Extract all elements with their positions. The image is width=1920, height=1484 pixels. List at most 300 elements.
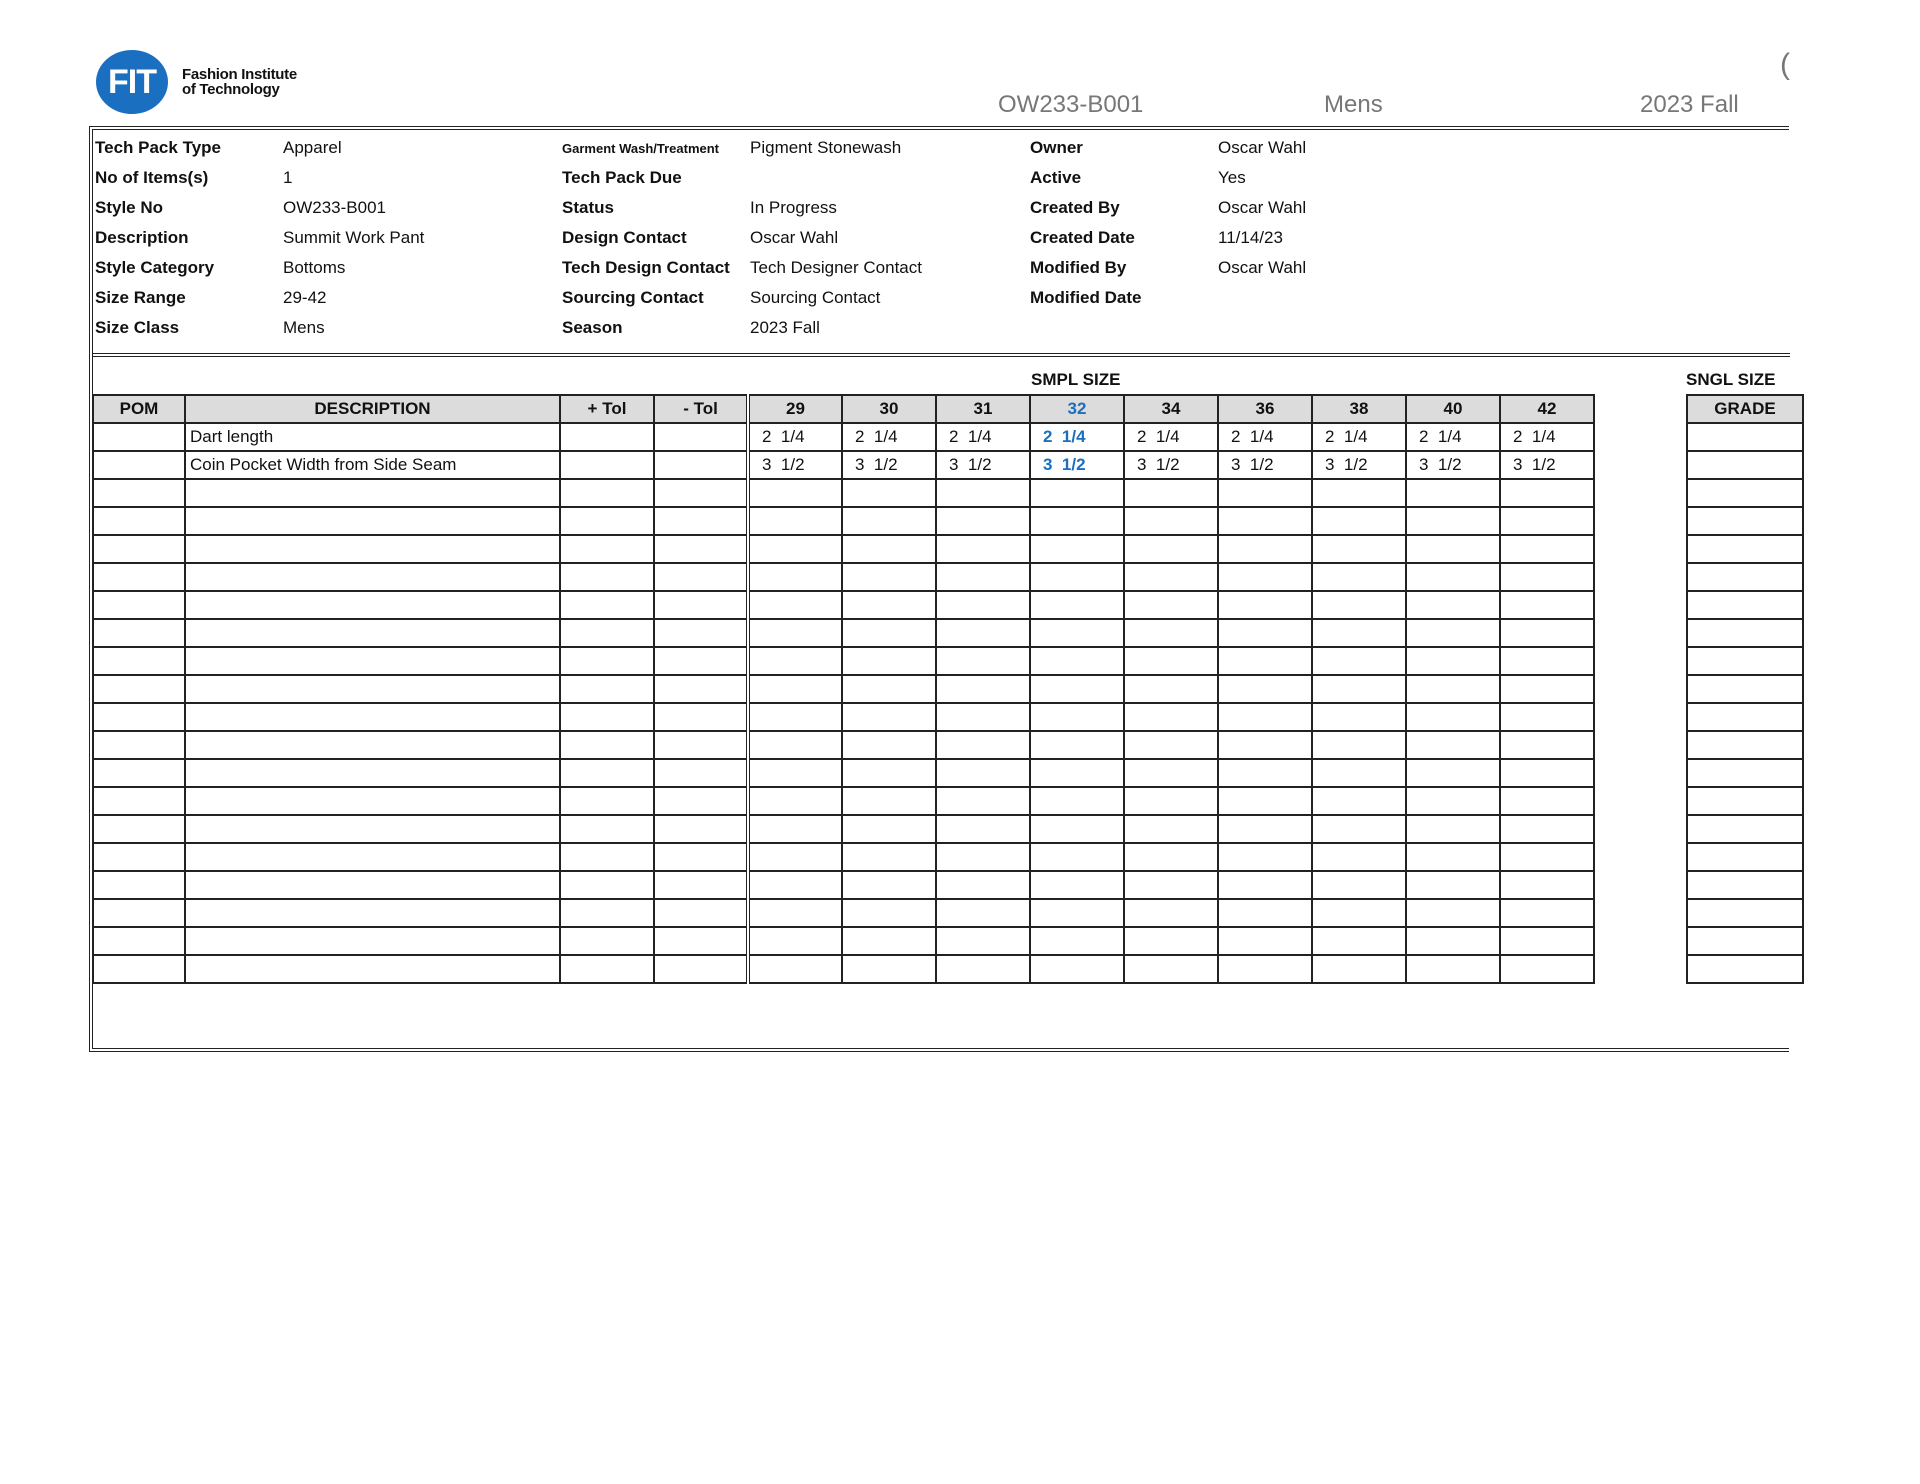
measurement-cell [936, 815, 1030, 843]
plus-tol-cell [560, 759, 654, 787]
grade-row [1687, 787, 1803, 815]
measurement-cell [936, 927, 1030, 955]
pom-cell [93, 815, 185, 843]
pom-cell [93, 507, 185, 535]
measurement-cell [1500, 731, 1594, 759]
measurement-cell [1124, 507, 1218, 535]
col-pom: POM [93, 395, 185, 423]
col-size: 38 [1312, 395, 1406, 423]
minus-tol-cell [654, 843, 748, 871]
measurement-cell [1218, 955, 1312, 983]
pom-cell [93, 871, 185, 899]
measurement-cell [936, 703, 1030, 731]
measurement-cell [1500, 479, 1594, 507]
spec-table [92, 394, 1595, 984]
grade-cell [1687, 703, 1803, 731]
info-value: Oscar Wahl [1218, 198, 1307, 217]
measurement-cell: 3 1/2 [842, 451, 936, 479]
spec-row [93, 647, 1594, 675]
info-value: Sourcing Contact [750, 288, 881, 307]
measurement-cell [936, 955, 1030, 983]
info-value: Oscar Wahl [1218, 258, 1307, 277]
measurement-cell: 3 1/2 [1124, 451, 1218, 479]
measurement-cell [1406, 507, 1500, 535]
measurement-cell [1500, 647, 1594, 675]
measurement-cell: 2 1/4 [842, 423, 936, 451]
measurement-cell [842, 871, 936, 899]
pom-cell [93, 759, 185, 787]
measurement-cell [1406, 591, 1500, 619]
measurement-cell [1030, 815, 1124, 843]
measurement-cell [748, 815, 842, 843]
plus-tol-cell [560, 423, 654, 451]
measurement-cell [842, 479, 936, 507]
measurement-cell: 3 1/2 [1218, 451, 1312, 479]
info-row [562, 167, 750, 197]
minus-tol-cell [654, 955, 748, 983]
minus-tol-cell [654, 507, 748, 535]
plus-tol-cell [560, 899, 654, 927]
info-row [95, 257, 345, 287]
info-label: Sourcing Contact [562, 288, 704, 307]
info-row [95, 317, 325, 347]
measurement-cell [1500, 535, 1594, 563]
info-value: Apparel [283, 138, 342, 157]
grade-row [1687, 871, 1803, 899]
measurement-cell [1124, 955, 1218, 983]
spec-row [93, 927, 1594, 955]
grade-cell [1687, 647, 1803, 675]
single-size-label: SNGL SIZE [1686, 370, 1776, 389]
grade-cell [1687, 675, 1803, 703]
grade-body [1687, 423, 1803, 983]
measurement-cell [842, 927, 936, 955]
measurement-cell [1312, 731, 1406, 759]
info-row [1030, 227, 1283, 257]
grade-row [1687, 479, 1803, 507]
measurement-cell [1218, 759, 1312, 787]
spec-row [93, 423, 1594, 451]
measurement-cell [1030, 899, 1124, 927]
minus-tol-cell [654, 899, 748, 927]
info-label: Size Class [95, 318, 180, 337]
grade-row [1687, 843, 1803, 871]
grade-cell [1687, 843, 1803, 871]
measurement-cell [1406, 703, 1500, 731]
measurement-cell [748, 899, 842, 927]
info-label: Created Date [1030, 228, 1135, 247]
col-size: 32 [1030, 395, 1124, 423]
info-value: OW233-B001 [283, 198, 386, 217]
info-row [1030, 137, 1306, 167]
measurement-cell [842, 619, 936, 647]
plus-tol-cell [560, 535, 654, 563]
header-corner-glyph: ( [1780, 48, 1790, 81]
col-size: 30 [842, 395, 936, 423]
measurement-cell [1312, 563, 1406, 591]
grade-row [1687, 955, 1803, 983]
info-label: Tech Pack Due [562, 168, 682, 187]
col-grade: GRADE [1687, 395, 1803, 423]
grade-cell [1687, 563, 1803, 591]
logo-line-1: Fashion Institute [182, 66, 297, 83]
pom-cell [93, 731, 185, 759]
description-cell [185, 619, 560, 647]
info-row [1030, 257, 1306, 287]
measurement-cell: 2 1/4 [1124, 423, 1218, 451]
measurement-cell [842, 759, 936, 787]
pom-cell [93, 535, 185, 563]
measurement-cell [1312, 787, 1406, 815]
spec-row [93, 843, 1594, 871]
info-row [95, 167, 292, 197]
measurement-cell [1030, 563, 1124, 591]
grade-row [1687, 927, 1803, 955]
measurement-cell [936, 759, 1030, 787]
description-cell [185, 927, 560, 955]
info-label: Created By [1030, 198, 1120, 217]
minus-tol-cell [654, 535, 748, 563]
spec-row [93, 871, 1594, 899]
info-label: Status [562, 198, 614, 217]
info-label: Owner [1030, 138, 1083, 157]
measurement-cell [1312, 815, 1406, 843]
minus-tol-cell [654, 451, 748, 479]
info-label: Design Contact [562, 228, 687, 247]
measurement-cell [1218, 675, 1312, 703]
grade-row [1687, 563, 1803, 591]
measurement-cell [1124, 591, 1218, 619]
minus-tol-cell [654, 927, 748, 955]
grade-table [1686, 394, 1804, 984]
description-cell [185, 675, 560, 703]
minus-tol-cell [654, 703, 748, 731]
measurement-cell [1124, 675, 1218, 703]
measurement-cell [936, 507, 1030, 535]
measurement-cell [1218, 619, 1312, 647]
description-cell [185, 647, 560, 675]
info-label: Modified By [1030, 258, 1127, 277]
measurement-cell [1030, 927, 1124, 955]
spec-row [93, 759, 1594, 787]
measurement-cell [748, 955, 842, 983]
measurement-cell [1312, 955, 1406, 983]
measurement-cell [936, 535, 1030, 563]
measurement-cell [1406, 815, 1500, 843]
measurement-cell [748, 871, 842, 899]
measurement-cell [1500, 619, 1594, 647]
description-cell [185, 507, 560, 535]
measurement-cell [1218, 871, 1312, 899]
measurement-cell [1124, 871, 1218, 899]
measurement-cell [1218, 479, 1312, 507]
description-cell [185, 535, 560, 563]
measurement-cell [1124, 815, 1218, 843]
spec-row [93, 899, 1594, 927]
plus-tol-cell [560, 507, 654, 535]
measurement-cell: 3 1/2 [1406, 451, 1500, 479]
pom-cell [93, 955, 185, 983]
info-value: 11/14/23 [1218, 228, 1283, 247]
grade-cell [1687, 507, 1803, 535]
info-label: Size Range [95, 288, 186, 307]
pom-cell [93, 899, 185, 927]
pom-cell [93, 703, 185, 731]
measurement-cell [748, 535, 842, 563]
measurement-cell: 2 1/4 [1406, 423, 1500, 451]
description-cell: Dart length [185, 423, 560, 451]
pom-cell [93, 787, 185, 815]
plus-tol-cell [560, 955, 654, 983]
measurement-cell [1030, 591, 1124, 619]
grade-row [1687, 451, 1803, 479]
measurement-cell [1312, 703, 1406, 731]
measurement-cell [1406, 647, 1500, 675]
info-label: Garment Wash/Treatment [562, 141, 720, 156]
spec-row [93, 619, 1594, 647]
fit-logo-mark: FIT [96, 50, 168, 114]
description-cell [185, 899, 560, 927]
measurement-cell [1030, 479, 1124, 507]
info-value: Bottoms [283, 258, 346, 277]
measurement-cell: 2 1/4 [1500, 423, 1594, 451]
plus-tol-cell [560, 479, 654, 507]
measurement-cell [1030, 955, 1124, 983]
col-size: 36 [1218, 395, 1312, 423]
measurement-cell [1124, 787, 1218, 815]
measurement-cell: 3 1/2 [1500, 451, 1594, 479]
info-value: 29-42 [283, 288, 327, 307]
info-row [562, 137, 901, 167]
measurement-cell [842, 703, 936, 731]
grade-cell [1687, 927, 1803, 955]
measurement-cell [1030, 843, 1124, 871]
measurement-cell [1312, 759, 1406, 787]
measurement-cell [748, 507, 842, 535]
measurement-cell [1312, 899, 1406, 927]
measurement-cell [1406, 675, 1500, 703]
info-label: Season [562, 318, 623, 337]
measurement-cell: 2 1/4 [1030, 423, 1124, 451]
measurement-cell: 2 1/4 [936, 423, 1030, 451]
spec-row [93, 675, 1594, 703]
spec-row [93, 815, 1594, 843]
minus-tol-cell [654, 675, 748, 703]
pom-cell [93, 563, 185, 591]
measurement-cell [1124, 731, 1218, 759]
measurement-cell [1312, 591, 1406, 619]
measurement-cell [1030, 759, 1124, 787]
spec-body [93, 423, 1594, 983]
measurement-cell [842, 647, 936, 675]
grade-cell [1687, 591, 1803, 619]
grade-row [1687, 535, 1803, 563]
measurement-cell [936, 563, 1030, 591]
fit-logo [96, 50, 297, 114]
grade-row [1687, 759, 1803, 787]
grade-cell [1687, 955, 1803, 983]
minus-tol-cell [654, 759, 748, 787]
section-divider [93, 353, 1790, 357]
grade-row [1687, 675, 1803, 703]
info-row [1030, 287, 1218, 317]
measurement-cell [1124, 619, 1218, 647]
measurement-cell [1500, 507, 1594, 535]
grade-cell [1687, 535, 1803, 563]
description-cell [185, 871, 560, 899]
measurement-cell [1500, 899, 1594, 927]
measurement-cell [1218, 731, 1312, 759]
info-label: Modified Date [1030, 288, 1142, 307]
measurement-cell [748, 787, 842, 815]
minus-tol-cell [654, 563, 748, 591]
spec-row [93, 703, 1594, 731]
pom-cell [93, 675, 185, 703]
measurement-cell [1406, 871, 1500, 899]
measurement-cell [1030, 647, 1124, 675]
grade-row [1687, 423, 1803, 451]
info-value: Oscar Wahl [1218, 138, 1307, 157]
measurement-cell [842, 535, 936, 563]
measurement-cell [1500, 563, 1594, 591]
measurement-cell [748, 675, 842, 703]
measurement-cell [748, 703, 842, 731]
measurement-cell [1406, 731, 1500, 759]
info-label: Tech Design Contact [562, 258, 730, 277]
description-cell [185, 787, 560, 815]
measurement-cell [748, 843, 842, 871]
info-row [562, 317, 820, 347]
minus-tol-cell [654, 423, 748, 451]
measurement-cell [1124, 479, 1218, 507]
description-cell [185, 591, 560, 619]
info-row [95, 197, 386, 227]
measurement-cell [748, 479, 842, 507]
grade-cell [1687, 787, 1803, 815]
grade-header-row [1687, 395, 1803, 423]
measurement-cell [1406, 619, 1500, 647]
info-value: 1 [283, 168, 293, 187]
spec-header-row [93, 395, 1594, 423]
pom-cell [93, 479, 185, 507]
grade-row [1687, 647, 1803, 675]
measurement-cell [748, 759, 842, 787]
measurement-cell [1124, 759, 1218, 787]
grade-cell [1687, 899, 1803, 927]
plus-tol-cell [560, 451, 654, 479]
description-cell [185, 759, 560, 787]
plus-tol-cell [560, 843, 654, 871]
measurement-cell [1406, 563, 1500, 591]
minus-tol-cell [654, 787, 748, 815]
plus-tol-cell [560, 675, 654, 703]
info-value: Summit Work Pant [283, 228, 425, 247]
minus-tol-cell [654, 815, 748, 843]
measurement-cell [1312, 479, 1406, 507]
measurement-cell [1030, 787, 1124, 815]
description-cell [185, 731, 560, 759]
grade-cell [1687, 871, 1803, 899]
measurement-cell [936, 843, 1030, 871]
measurement-cell [1500, 759, 1594, 787]
info-value: Pigment Stonewash [750, 138, 902, 157]
measurement-cell [1218, 899, 1312, 927]
measurement-cell [748, 731, 842, 759]
measurement-cell [936, 591, 1030, 619]
measurement-cell [1312, 871, 1406, 899]
info-label: Tech Pack Type [95, 138, 221, 157]
spec-row [93, 787, 1594, 815]
description-cell [185, 703, 560, 731]
minus-tol-cell [654, 731, 748, 759]
measurement-cell [1406, 843, 1500, 871]
measurement-cell [748, 619, 842, 647]
grade-cell [1687, 731, 1803, 759]
description-cell [185, 815, 560, 843]
measurement-cell [748, 563, 842, 591]
spec-row [93, 591, 1594, 619]
plus-tol-cell [560, 703, 654, 731]
pom-cell [93, 619, 185, 647]
measurement-cell [936, 787, 1030, 815]
measurement-cell [1218, 787, 1312, 815]
measurement-cell [1218, 647, 1312, 675]
spec-row [93, 731, 1594, 759]
grade-row [1687, 703, 1803, 731]
measurement-cell [842, 563, 936, 591]
measurement-cell [1124, 927, 1218, 955]
col-plus-tol: + Tol [560, 395, 654, 423]
measurement-cell [1312, 647, 1406, 675]
info-value: 2023 Fall [750, 318, 820, 337]
fit-logo-text [182, 67, 297, 97]
measurement-cell: 2 1/4 [1218, 423, 1312, 451]
header-season: 2023 Fall [1640, 91, 1739, 118]
logo-line-2: of Technology [182, 81, 280, 98]
measurement-cell [1500, 955, 1594, 983]
description-cell [185, 563, 560, 591]
measurement-cell [1218, 591, 1312, 619]
measurement-cell: 2 1/4 [748, 423, 842, 451]
measurement-cell [1406, 927, 1500, 955]
grade-cell [1687, 479, 1803, 507]
grade-row [1687, 619, 1803, 647]
measurement-cell [1406, 787, 1500, 815]
measurement-cell [842, 815, 936, 843]
info-value: Tech Designer Contact [750, 258, 922, 277]
measurement-cell [748, 647, 842, 675]
measurement-cell [842, 955, 936, 983]
info-label: Description [95, 228, 189, 247]
measurement-cell [1124, 843, 1218, 871]
measurement-cell [842, 591, 936, 619]
spec-row [93, 535, 1594, 563]
info-row [562, 227, 838, 257]
pom-cell [93, 451, 185, 479]
grade-row [1687, 591, 1803, 619]
measurement-cell [936, 675, 1030, 703]
grade-cell [1687, 759, 1803, 787]
grade-row [1687, 899, 1803, 927]
plus-tol-cell [560, 619, 654, 647]
measurement-cell [748, 591, 842, 619]
measurement-cell [1030, 675, 1124, 703]
info-row [562, 287, 880, 317]
sample-size-label: SMPL SIZE [1031, 370, 1121, 389]
measurement-cell [1124, 563, 1218, 591]
header-style-no: OW233-B001 [998, 91, 1144, 118]
measurement-cell [842, 675, 936, 703]
